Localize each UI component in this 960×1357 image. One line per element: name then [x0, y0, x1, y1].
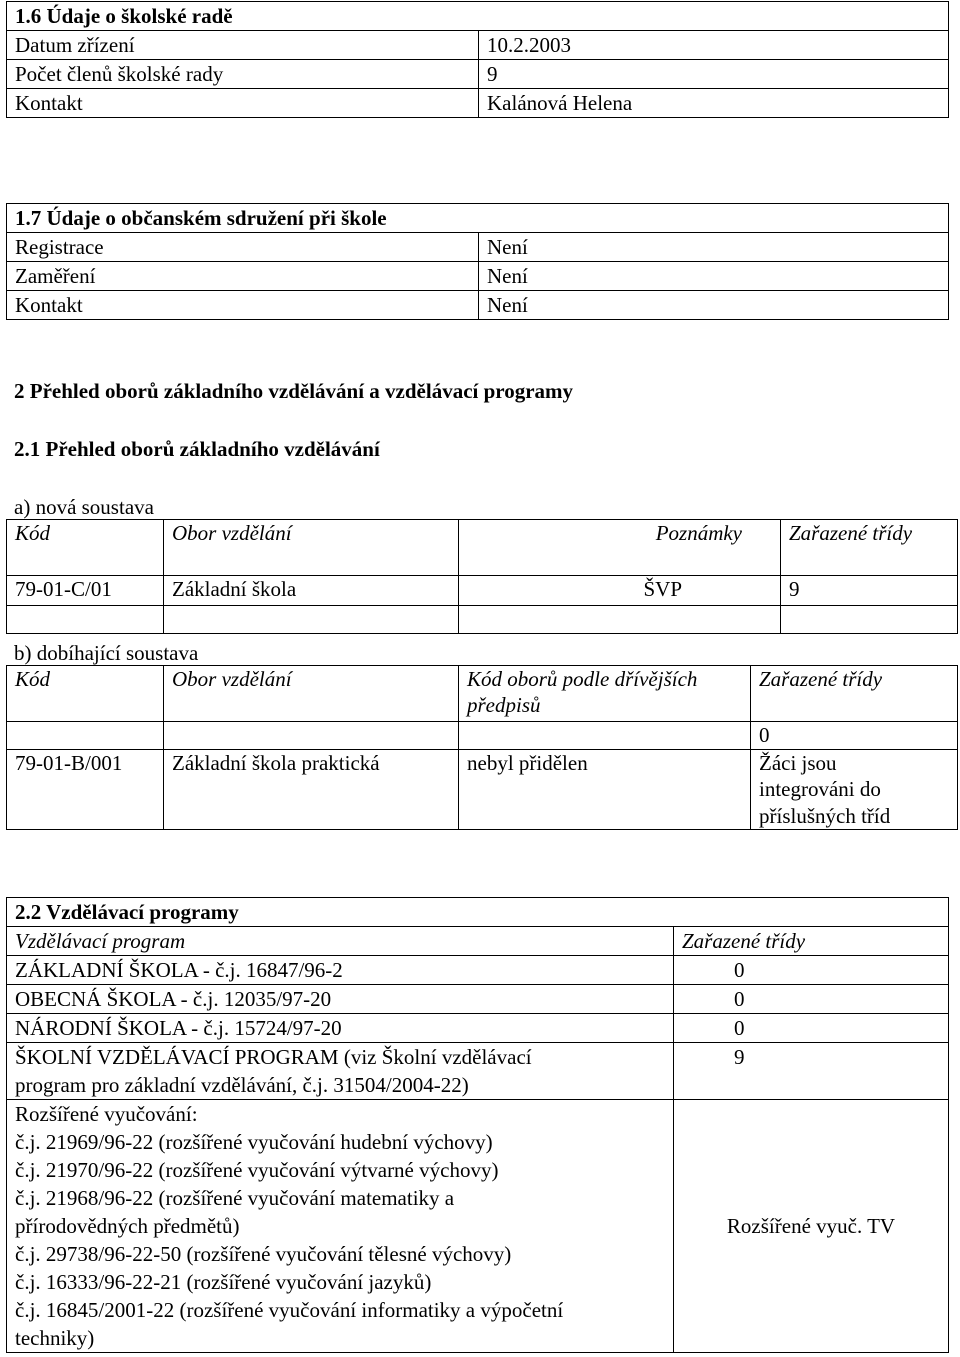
col-previous-code-header: Kód oborů podle dřívějších předpisů [459, 666, 751, 722]
col-field-header: Obor vzdělání [164, 520, 459, 576]
new-system-table [6, 519, 958, 634]
table-cell: 79-01-C/01 [7, 576, 164, 606]
association-focus-label: Zaměření [7, 262, 479, 291]
svp-classes: 9 [674, 1043, 949, 1100]
section-2-1-heading: 2.1 Přehled oborů základního vzdělávání [14, 437, 380, 461]
col-code-header: Kód [7, 520, 164, 576]
table-cell: 79-01-B/001 [7, 750, 164, 830]
council-members-value: 9 [479, 60, 949, 89]
council-contact-label: Kontakt [7, 89, 479, 118]
table-cell-empty [164, 722, 459, 750]
table-cell: 0 [751, 722, 958, 750]
table-cell: Základní škola [164, 576, 459, 606]
association-registration-value: Není [479, 233, 949, 262]
svp-line: program pro základní vzdělávání, č.j. 31504/2004-22) [15, 1073, 469, 1097]
note-line: integrováni do [759, 777, 881, 802]
school-council-table [6, 1, 949, 118]
council-contact-value: Kalánová Helena [479, 89, 949, 118]
extended-teaching-line: č.j. 16333/96-22-21 (rozšířené vyučování jazyků) [15, 1270, 432, 1294]
extended-teaching-line: č.j. 29738/96-22-50 (rozšířené vyučování tělesné výchovy) [15, 1242, 512, 1266]
col-field-header: Obor vzdělání [164, 666, 459, 722]
education-programs-table [6, 897, 949, 1353]
civic-association-title: 1.7 Údaje o občanském sdružení při škole [7, 204, 949, 233]
table-cell: 9 [781, 576, 958, 606]
extended-teaching-line: č.j. 21970/96-22 (rozšířené vyučování výtvarné výchovy) [15, 1158, 499, 1182]
table-cell: nebyl přidělen [459, 750, 751, 830]
col-classes-header: Zařazené třídy [781, 520, 958, 576]
program-classes: 0 [674, 956, 949, 985]
note-line: příslušných tříd [759, 803, 891, 828]
table-cell: Základní škola praktická [164, 750, 459, 830]
table-cell-note [751, 750, 958, 830]
association-contact-label: Kontakt [7, 291, 479, 320]
program-classes: 0 [674, 1014, 949, 1043]
col-program-header: Vzdělávací program [7, 927, 674, 956]
school-council-title: 1.6 Údaje o školské radě [7, 2, 949, 31]
table-cell-empty [781, 606, 958, 634]
new-system-caption: a) nová soustava [14, 495, 154, 519]
association-focus-value: Není [479, 262, 949, 291]
extended-teaching-classes: Rozšířené vyuč. TV [674, 1100, 949, 1353]
col-code-header: Kód [7, 666, 164, 722]
council-founded-label: Datum zřízení [7, 31, 479, 60]
table-cell-empty [459, 722, 751, 750]
program-classes: 0 [674, 985, 949, 1014]
table-cell-empty [459, 606, 781, 634]
extended-teaching-line: techniky) [15, 1326, 95, 1350]
extended-teaching [7, 1100, 674, 1353]
program-name: NÁRODNÍ ŠKOLA - č.j. 15724/97-20 [7, 1014, 674, 1043]
table-cell-empty [7, 722, 164, 750]
extended-teaching-line: č.j. 21969/96-22 (rozšířené vyučování hudební výchovy) [15, 1130, 493, 1154]
council-members-label: Počet členů školské rady [7, 60, 479, 89]
council-founded-value: 10.2.2003 [479, 31, 949, 60]
program-name: OBECNÁ ŠKOLA - č.j. 12035/97-20 [7, 985, 674, 1014]
extended-teaching-line: č.j. 21968/96-22 (rozšířené vyučování matematiky a [15, 1186, 455, 1210]
program-name: ZÁKLADNÍ ŠKOLA - č.j. 16847/96-2 [7, 956, 674, 985]
association-contact-value: Není [479, 291, 949, 320]
civic-association-table [6, 203, 949, 320]
section-2-heading: 2 Přehled oborů základního vzdělávání a vzdělávací programy [14, 379, 574, 403]
note-line: Žáci jsou [759, 751, 837, 775]
col-notes-header: Poznámky [459, 520, 781, 576]
extended-teaching-line: č.j. 16845/2001-22 (rozšířené vyučování informatiky a výpočetní [15, 1298, 564, 1322]
col-classes-header: Zařazené třídy [674, 927, 949, 956]
svp-line: ŠKOLNÍ VZDĚLÁVACÍ PROGRAM (viz Školní vzdělávací [15, 1045, 532, 1069]
col-classes-header: Zařazené třídy [751, 666, 958, 722]
extended-teaching-title: Rozšířené vyučování: [15, 1102, 198, 1126]
table-cell-empty [7, 606, 164, 634]
programs-title: 2.2 Vzdělávací programy [7, 898, 949, 927]
old-system-table [6, 665, 958, 830]
table-cell-empty [164, 606, 459, 634]
svp-program [7, 1043, 674, 1100]
association-registration-label: Registrace [7, 233, 479, 262]
table-cell: ŠVP [459, 576, 781, 606]
old-system-caption: b) dobíhající soustava [14, 641, 199, 665]
extended-teaching-line: přírodovědných předmětů) [15, 1214, 240, 1238]
